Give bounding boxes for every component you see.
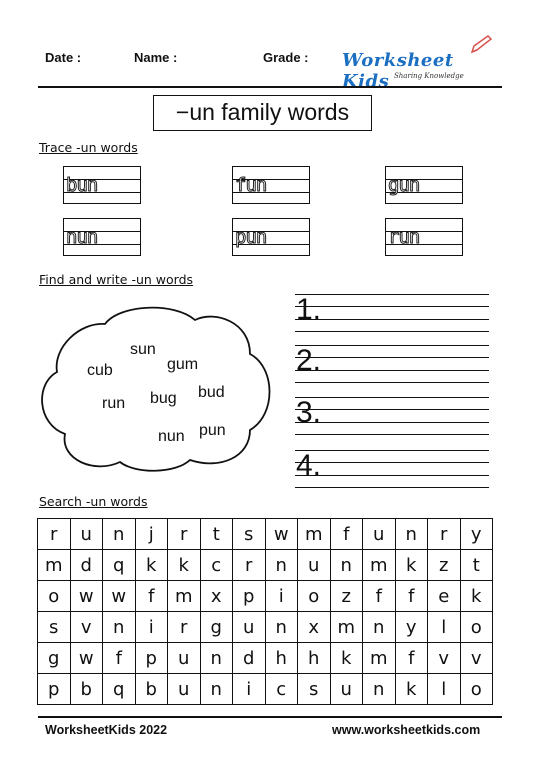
cloud-word: bud: [198, 384, 225, 401]
trace-heading: Trace -un words: [39, 140, 138, 155]
grid-cell[interactable]: r: [38, 519, 71, 550]
grid-cell[interactable]: z: [428, 550, 461, 581]
grid-cell[interactable]: f: [395, 643, 428, 674]
grid-cell[interactable]: v: [460, 643, 493, 674]
grid-cell[interactable]: n: [265, 612, 298, 643]
word-search-grid: [37, 518, 493, 705]
grid-cell[interactable]: q: [103, 550, 136, 581]
trace-box-run[interactable]: [385, 218, 463, 256]
grid-row: [38, 674, 493, 705]
grid-cell[interactable]: w: [70, 643, 103, 674]
grid-cell[interactable]: y: [460, 519, 493, 550]
grid-cell[interactable]: k: [330, 643, 363, 674]
answer-number: 4.: [296, 449, 322, 482]
grid-row: [38, 519, 493, 550]
cloud-word: cub: [87, 362, 113, 379]
cloud-word: sun: [130, 341, 156, 358]
grid-cell[interactable]: r: [428, 519, 461, 550]
grid-cell[interactable]: v: [70, 612, 103, 643]
grid-cell[interactable]: p: [38, 674, 71, 705]
grid-cell[interactable]: l: [428, 612, 461, 643]
logo-tagline: Sharing Knowledge: [394, 72, 464, 80]
trace-box-fun[interactable]: [232, 166, 310, 204]
answer-line-2[interactable]: [295, 345, 489, 383]
grid-cell[interactable]: u: [298, 550, 331, 581]
grid-row: [38, 643, 493, 674]
grid-cell[interactable]: r: [168, 519, 201, 550]
grid-cell[interactable]: b: [70, 674, 103, 705]
grid-cell[interactable]: p: [135, 643, 168, 674]
grid-cell[interactable]: n: [363, 674, 396, 705]
grid-cell[interactable]: n: [200, 674, 233, 705]
grid-cell[interactable]: p: [233, 581, 266, 612]
grid-cell[interactable]: m: [38, 550, 71, 581]
grid-cell[interactable]: m: [168, 581, 201, 612]
grid-cell[interactable]: u: [233, 612, 266, 643]
grid-cell[interactable]: n: [103, 612, 136, 643]
worksheet-kids-logo: [342, 50, 502, 90]
grid-cell[interactable]: h: [265, 643, 298, 674]
grid-cell[interactable]: f: [135, 581, 168, 612]
trace-word: nun: [66, 226, 98, 248]
grid-cell[interactable]: o: [298, 581, 331, 612]
grid-cell[interactable]: c: [200, 550, 233, 581]
grid-cell[interactable]: n: [395, 519, 428, 550]
trace-word: run: [388, 226, 420, 248]
trace-word: pun: [235, 226, 267, 248]
grid-cell[interactable]: u: [70, 519, 103, 550]
grid-cell[interactable]: k: [395, 674, 428, 705]
trace-box-nun[interactable]: [63, 218, 141, 256]
grid-cell[interactable]: k: [168, 550, 201, 581]
trace-word: bun: [66, 174, 98, 196]
cloud-word: run: [102, 395, 126, 412]
footer-copyright: WorksheetKids 2022: [45, 723, 168, 737]
grade-label: Grade :: [263, 50, 309, 65]
cloud-shape: [35, 302, 275, 474]
grid-cell[interactable]: w: [265, 519, 298, 550]
grid-cell[interactable]: o: [38, 581, 71, 612]
grid-cell[interactable]: n: [363, 612, 396, 643]
grid-cell[interactable]: n: [265, 550, 298, 581]
answer-line-1[interactable]: [295, 294, 489, 332]
grid-row: [38, 581, 493, 612]
grid-cell[interactable]: e: [428, 581, 461, 612]
grid-cell[interactable]: s: [38, 612, 71, 643]
grid-row: [38, 550, 493, 581]
grid-cell[interactable]: w: [103, 581, 136, 612]
grid-cell[interactable]: v: [428, 643, 461, 674]
footer-divider: [38, 716, 502, 718]
grid-cell[interactable]: f: [395, 581, 428, 612]
grid-cell[interactable]: t: [460, 550, 493, 581]
grid-cell[interactable]: n: [200, 643, 233, 674]
trace-word: gun: [388, 174, 420, 196]
grid-cell[interactable]: u: [168, 674, 201, 705]
grid-cell[interactable]: s: [233, 519, 266, 550]
grid-cell[interactable]: b: [135, 674, 168, 705]
name-label: Name :: [134, 50, 178, 65]
grid-cell[interactable]: x: [200, 581, 233, 612]
answer-number: 1.: [296, 293, 322, 326]
grid-cell[interactable]: i: [135, 612, 168, 643]
grid-cell[interactable]: d: [70, 550, 103, 581]
grid-cell[interactable]: f: [330, 519, 363, 550]
grid-cell[interactable]: y: [395, 612, 428, 643]
grid-cell[interactable]: u: [363, 519, 396, 550]
header-divider: [38, 86, 502, 88]
grid-cell[interactable]: i: [233, 674, 266, 705]
answer-line-3[interactable]: [295, 397, 489, 435]
cloud-word: pun: [199, 422, 226, 439]
cloud-word: bug: [150, 390, 177, 407]
grid-cell[interactable]: r: [233, 550, 266, 581]
trace-box-gun[interactable]: [385, 166, 463, 204]
grid-cell[interactable]: k: [395, 550, 428, 581]
cloud-word: nun: [158, 428, 185, 445]
trace-box-pun[interactable]: [232, 218, 310, 256]
answer-number: 3.: [296, 396, 322, 429]
grid-row: [38, 612, 493, 643]
cloud-word: gum: [167, 356, 199, 373]
grid-cell[interactable]: f: [103, 643, 136, 674]
answer-number: 2.: [296, 344, 322, 377]
grid-cell[interactable]: c: [265, 674, 298, 705]
grid-cell[interactable]: d: [233, 643, 266, 674]
grid-cell[interactable]: t: [200, 519, 233, 550]
grid-cell[interactable]: m: [298, 519, 331, 550]
grid-cell[interactable]: j: [135, 519, 168, 550]
pencil-icon: [470, 34, 494, 54]
grid-cell[interactable]: f: [363, 581, 396, 612]
grid-cell[interactable]: m: [363, 550, 396, 581]
grid-cell[interactable]: h: [298, 643, 331, 674]
grid-cell[interactable]: q: [103, 674, 136, 705]
grid-cell[interactable]: k: [460, 581, 493, 612]
date-label: Date :: [45, 50, 82, 65]
grid-cell[interactable]: o: [460, 612, 493, 643]
footer-url: www.worksheetkids.com: [332, 723, 481, 737]
find-heading: Find and write -un words: [39, 272, 194, 287]
grid-cell[interactable]: l: [428, 674, 461, 705]
grid-cell[interactable]: k: [135, 550, 168, 581]
search-heading: Search -un words: [39, 494, 148, 509]
grid-cell[interactable]: n: [103, 519, 136, 550]
grid-cell[interactable]: u: [168, 643, 201, 674]
grid-cell[interactable]: i: [265, 581, 298, 612]
grid-cell[interactable]: o: [460, 674, 493, 705]
grid-cell[interactable]: n: [330, 550, 363, 581]
grid-cell[interactable]: m: [363, 643, 396, 674]
trace-word: fun: [235, 174, 267, 196]
grid-cell[interactable]: z: [330, 581, 363, 612]
logo-text: Worksheet Kids: [342, 50, 454, 92]
grid-cell[interactable]: g: [200, 612, 233, 643]
grid-cell[interactable]: m: [330, 612, 363, 643]
grid-cell[interactable]: g: [38, 643, 71, 674]
grid-cell[interactable]: s: [298, 674, 331, 705]
grid-cell[interactable]: w: [70, 581, 103, 612]
answer-line-4[interactable]: [295, 450, 489, 488]
trace-box-bun[interactable]: [63, 166, 141, 204]
grid-cell[interactable]: x: [298, 612, 331, 643]
page-title: −un family words: [153, 95, 372, 131]
grid-cell[interactable]: r: [168, 612, 201, 643]
grid-cell[interactable]: u: [330, 674, 363, 705]
